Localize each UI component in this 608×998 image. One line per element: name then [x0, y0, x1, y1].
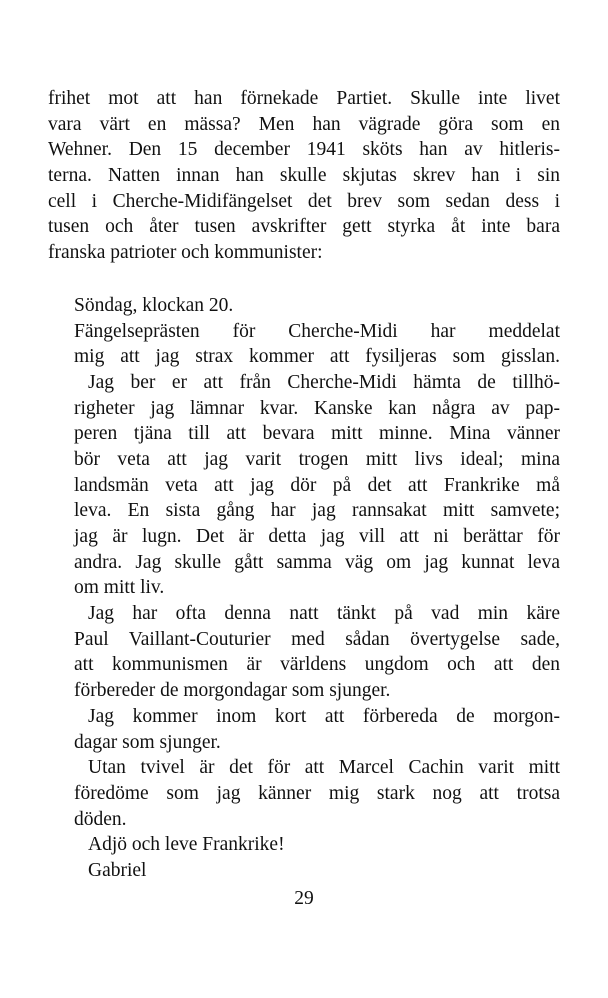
book-page-text [48, 86, 560, 884]
text-line: Paul Vaillant-Couturier med sådan övertygelse sade, [74, 628, 560, 650]
text-line: Fängelseprästen för Cherche-Midi har meddelat [74, 320, 560, 342]
text-line: bör veta att jag varit trogen mitt livs ideal; mina [74, 448, 560, 470]
text-line: terna. Natten innan han skulle skjutas skrev han i sin [48, 165, 560, 187]
letter-paragraph-5 [48, 755, 560, 832]
text-line: Jag ber er att från Cherche-Midi hämta de tillhö- [88, 371, 560, 393]
letter-dateline: Söndag, klockan 20. [74, 294, 234, 316]
text-line: Jag har ofta denna natt tänkt på vad min käre [88, 603, 560, 625]
text-line: förbereder de morgondagar som sjunger. [74, 680, 391, 702]
text-line: leva. En sista gång har jag rannsakat mitt samvete; [74, 500, 560, 522]
text-line: föredöme som jag känner mig stark nog att trotsa [74, 782, 560, 804]
text-line: dagar som sjunger. [74, 731, 221, 753]
page-number: 29 [294, 888, 314, 909]
text-line: righeter jag lämnar kvar. Kanske kan några av pap- [74, 397, 560, 419]
text-line: franska patrioter och kommunister: [48, 242, 323, 264]
text-line: döden. [74, 808, 127, 830]
text-line: andra. Jag skulle gått samma väg om jag kunnat leva [74, 551, 560, 573]
text-line: mig att jag strax kommer att fysiljeras som gisslan. [74, 346, 560, 368]
text-line: Utan tvivel är det för att Marcel Cachin varit mitt [88, 757, 560, 779]
letter-closing: Adjö och leve Frankrike! [88, 834, 285, 856]
letter-paragraph-3 [48, 601, 560, 704]
text-line: Jag kommer inom kort att förbereda de morgon- [88, 705, 560, 727]
section-gap [48, 266, 560, 293]
text-line: tusen och åter tusen avskrifter gett styrka åt inte bara [48, 216, 560, 238]
text-line: vara värt en mässa? Men han vägrade göra som en [48, 113, 560, 135]
letter-paragraph-1 [48, 319, 560, 370]
letter-paragraph-2 [48, 370, 560, 601]
letter-block [48, 293, 560, 884]
text-line: om mitt liv. [74, 577, 165, 599]
text-line: peren tjäna till att bevara mitt minne. Mina vänner [74, 423, 560, 445]
intro-paragraph [48, 86, 560, 266]
letter-signature: Gabriel [88, 859, 147, 881]
text-line: Wehner. Den 15 december 1941 sköts han av hitleris- [48, 139, 560, 161]
text-line: jag är lugn. Det är detta jag vill att ni berättar för [74, 526, 560, 547]
text-line: frihet mot att han förnekade Partiet. Skulle inte livet [48, 88, 560, 109]
letter-paragraph-4 [48, 704, 560, 755]
text-line: landsmän veta att jag dör på det att Frankrike må [74, 474, 560, 496]
text-line: att kommunismen är världens ungdom och att den [74, 654, 560, 676]
text-line: cell i Cherche-Midifängelset det brev som sedan dess i [48, 190, 560, 212]
